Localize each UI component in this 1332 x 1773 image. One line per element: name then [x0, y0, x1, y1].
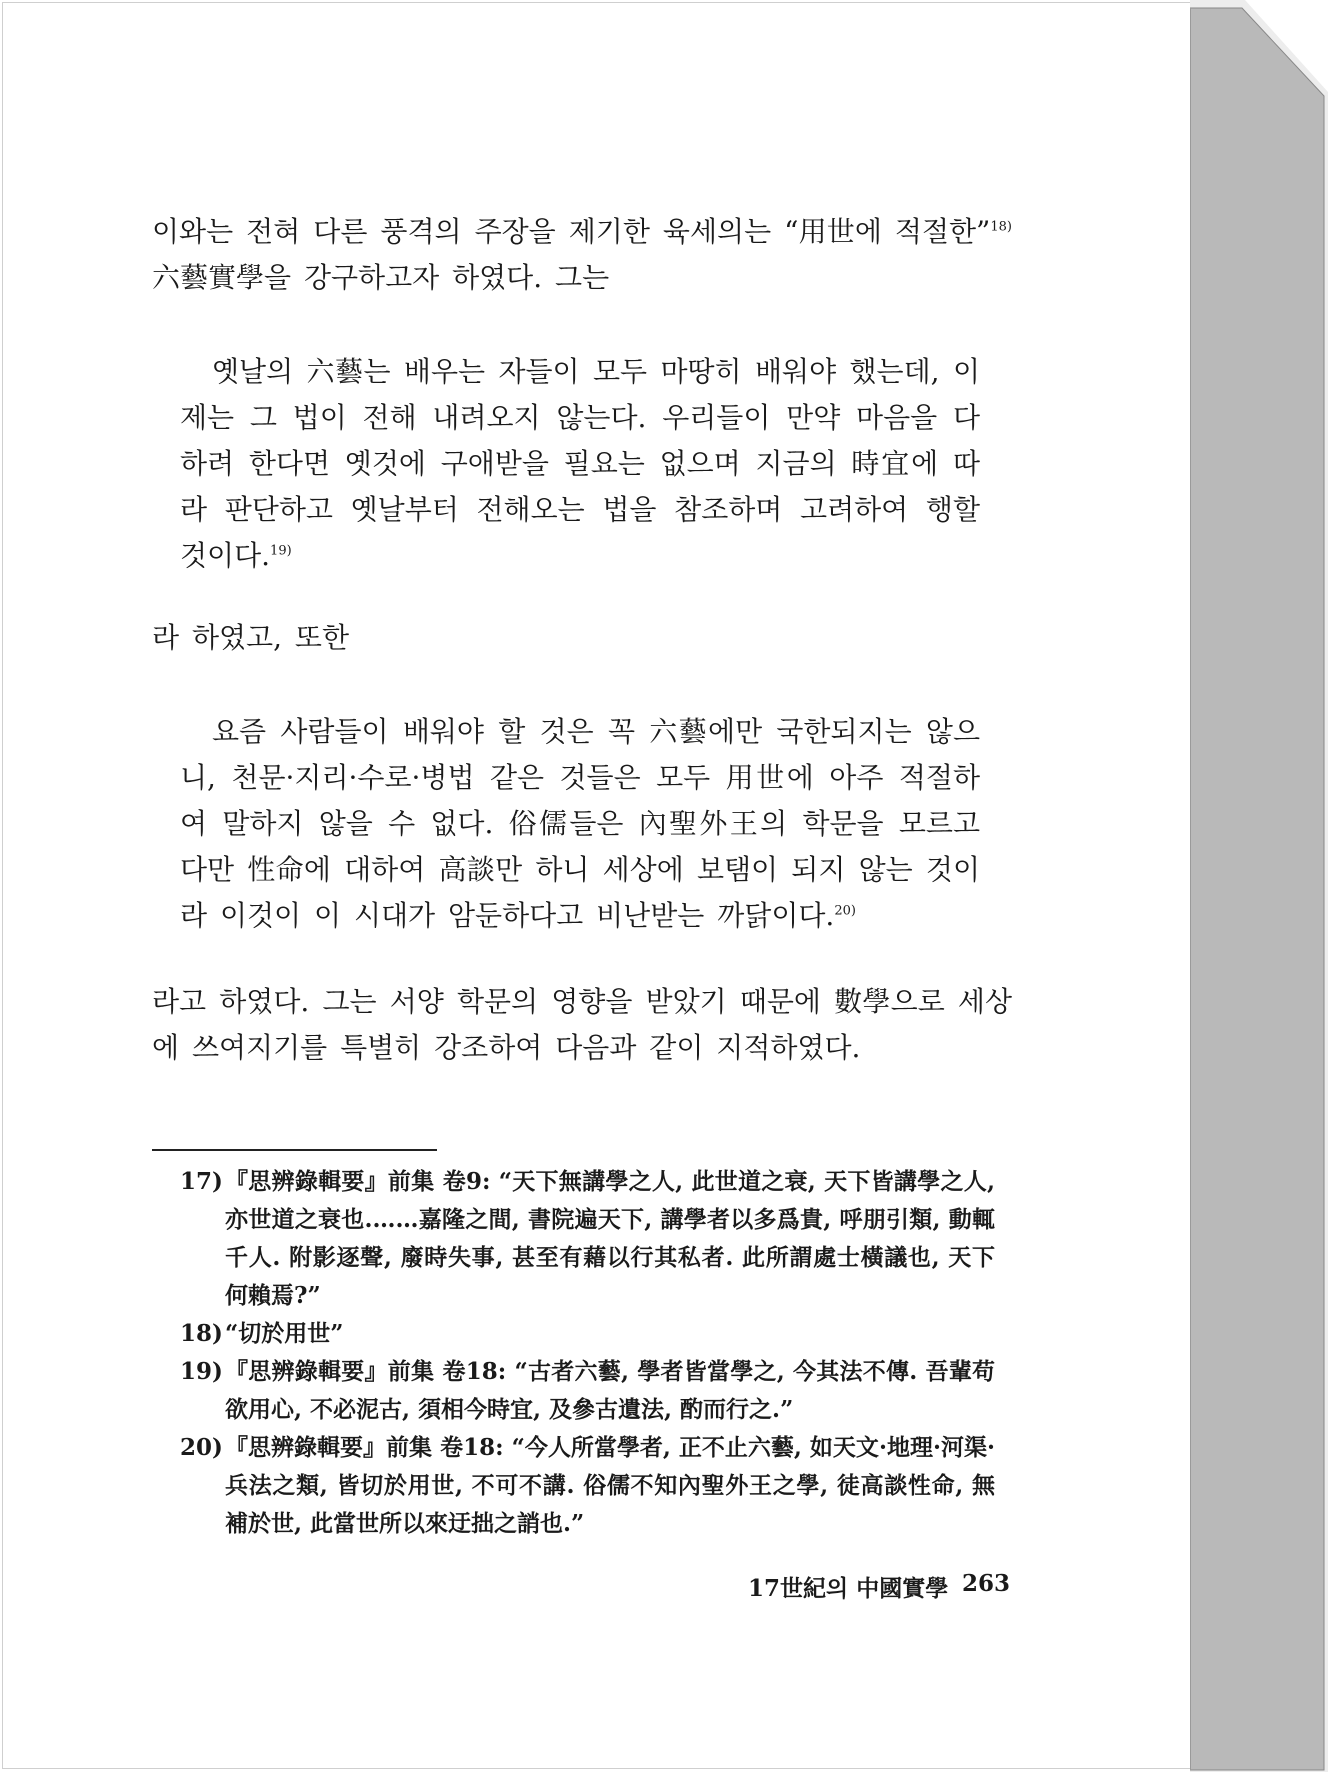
footnote-17 — [180, 1163, 995, 1315]
footnote-18 — [180, 1315, 995, 1353]
block-quote-2 — [180, 709, 980, 939]
footnote-number: 19) — [180, 1358, 223, 1385]
page-number: 263 — [961, 1570, 1010, 1597]
book-page-edge — [1190, 0, 1332, 1773]
footnote-19 — [180, 1353, 995, 1429]
footnote-text: 『思辨錄輯要』前集 卷18: “今人所當學者, 正不止六藝, 如天文·地理·河渠·兵法之類, 皆切於用世, 不可不講. 俗儒不知內聖外王之學, 徒高談性命, 無補於世, 此當世所以來迂拙之誚也.” — [225, 1434, 995, 1537]
footnote-text: 『思辨錄輯要』前集 卷9: “天下無講學之人, 此世道之衰, 天下皆講學之人, 亦世道之衰也.……嘉隆之間, 書院遍天下, 講學者以多爲貴, 呼朋引類, 動輒千人. 附影逐聲, 廢時失事, 甚至有藉以行其私者. 此所謂處士橫議也, 天下何賴焉?” — [225, 1168, 995, 1309]
footnote-ref-19: 19) — [270, 543, 292, 559]
footnote-divider — [152, 1149, 437, 1151]
footnote-text: 『思辨錄輯要』前集 卷18: “古者六藝, 學者皆當學之, 今其法不傳. 吾輩苟欲用心, 不必泥古, 須相今時宜, 及參古遺法, 酌而行之.” — [225, 1358, 995, 1423]
footnote-text: “切於用世” — [225, 1320, 344, 1347]
quote-2-text: 요즘 사람들이 배워야 할 것은 꼭 六藝에만 국한되지는 않으니, 천문·지리·수로·병법 같은 것들은 모두 用世에 아주 적절하여 말하지 않을 수 없다. 俗儒들은 內聖外王의 학문을 모르고 다만 性命에 대하여 高談만 하니 세상에 보탬이 되지 않는 것이라 이것이 이 시대가 암둔하다고 비난받는 까닭이다. — [180, 715, 980, 932]
quote-1-text: 옛날의 六藝는 배우는 자들이 모두 마땅히 배워야 했는데, 이제는 그 법이 전해 내려오지 않는다. 우리들이 만약 마음을 다하려 한다면 옛것에 구애받을 필요는 없으며 지금의 時宜에 따라 판단하고 옛날부터 전해오는 법을 참조하며 고려하여 행할 것이다. — [180, 355, 980, 572]
footnote-20 — [180, 1429, 995, 1543]
footnote-ref-20: 20) — [834, 903, 856, 919]
footnotes — [180, 1163, 995, 1543]
intro-text-before-note: 이와는 전혀 다른 풍격의 주장을 제기한 육세의는 “用世에 적절한” — [152, 215, 991, 248]
footnote-ref-18: 18) — [990, 219, 1012, 235]
footnote-number: 18) — [180, 1320, 223, 1347]
intro-text-after-note: 六藝實學을 강구하고자 하였다. 그는 — [152, 261, 610, 294]
transition-paragraph: 라 하였고, 또한 — [152, 621, 349, 654]
footnote-number: 20) — [180, 1434, 223, 1461]
block-quote-1 — [180, 349, 980, 579]
conclusion-paragraph: 라고 하였다. 그는 서양 학문의 영향을 받았기 때문에 數學으로 세상에 쓰여지기를 특별히 강조하여 다음과 같이 지적하였다. — [152, 985, 1012, 1064]
running-title: 17世紀의 中國實學 — [748, 1575, 949, 1602]
running-footer — [748, 1570, 1010, 1603]
intro-paragraph — [152, 209, 1012, 301]
footnote-number: 17) — [180, 1168, 223, 1195]
